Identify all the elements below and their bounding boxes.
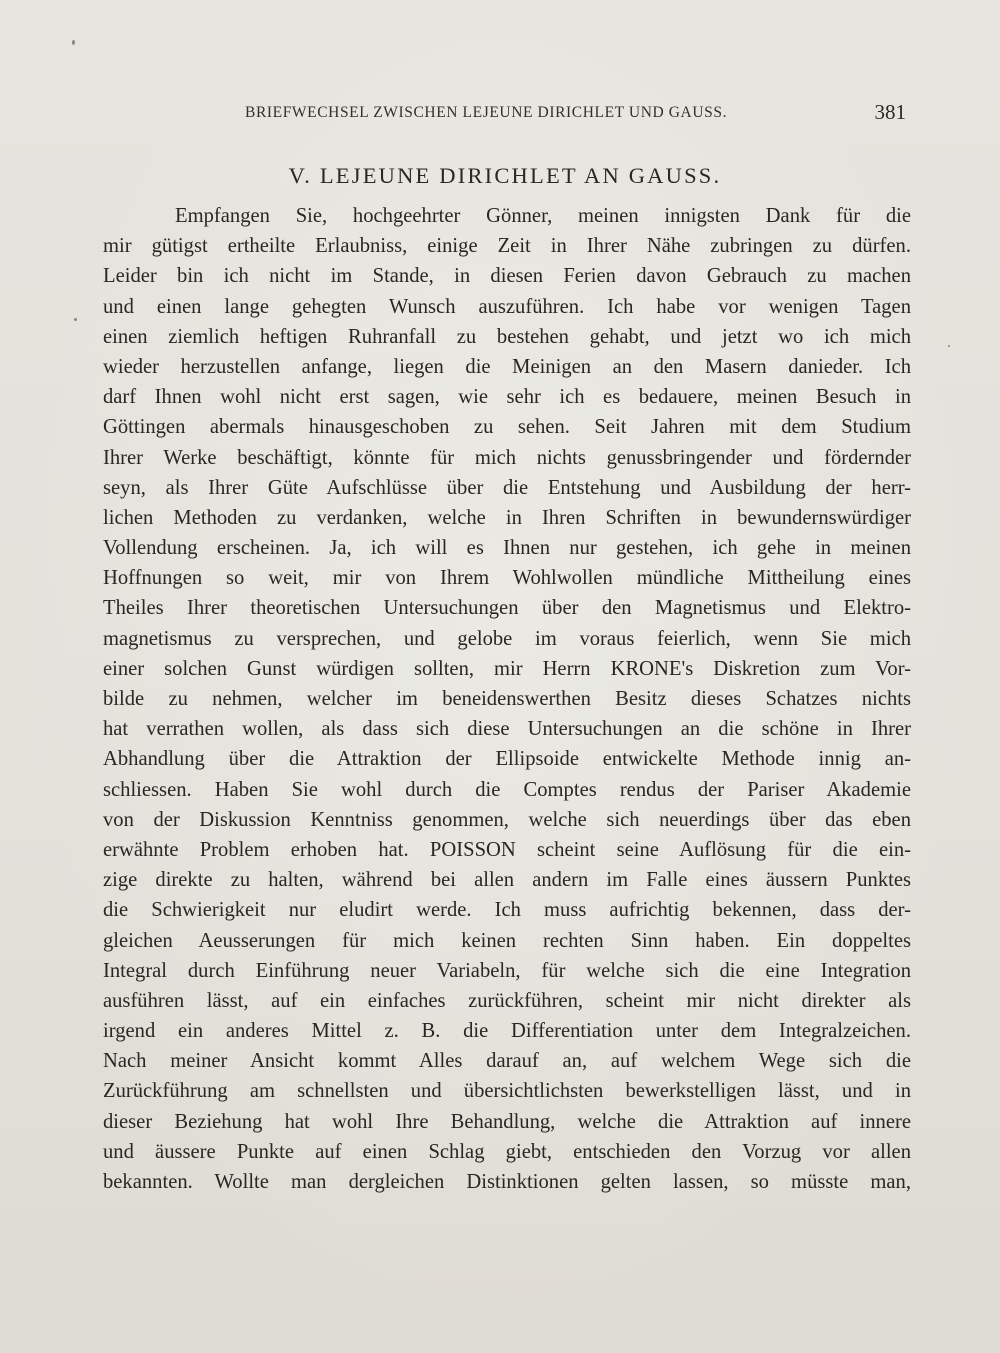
- text-line: Ihrer Werke beschäftigt, könnte für mich nichts genussbringender und fördernder: [103, 446, 911, 469]
- text-line: Integral durch Einführung neuer Variabeln, für welche sich die eine Integration: [103, 959, 911, 982]
- text-line: Nach meiner Ansicht kommt Alles darauf an, auf welchem Wege sich die: [103, 1050, 911, 1073]
- text-line: lichen Methoden zu verdanken, welche in Ihren Schriften in bewundernswürdiger: [103, 506, 911, 529]
- text-line: schliessen. Haben Sie wohl durch die Comptes rendus der Pariser Akademie: [103, 778, 911, 801]
- text-line: darf Ihnen wohl nicht erst sagen, wie sehr ich es bedauere, meinen Besuch in: [103, 386, 911, 409]
- text-line: gleichen Aeusserungen für mich keinen rechten Sinn haben. Ein doppeltes: [103, 929, 911, 952]
- text-line: irgend ein anderes Mittel z. B. die Differentiation unter dem Integralzeichen.: [103, 1020, 911, 1043]
- text-line: Leider bin ich nicht im Stande, in diesen Ferien davon Gebrauch zu machen: [103, 265, 911, 288]
- text-line: zige direkte zu halten, während bei allen andern im Falle eines äussern Punktes: [103, 869, 911, 892]
- text-line: erwähnte Problem erhoben hat. POISSON scheint seine Auflösung für die ein-: [103, 838, 911, 861]
- text-line: einen ziemlich heftigen Ruhranfall zu bestehen gehabt, und jetzt wo ich mich: [103, 325, 911, 348]
- text-line: Hoffnungen so weit, mir von Ihrem Wohlwollen mündliche Mittheilung eines: [103, 567, 911, 590]
- text-line: die Schwierigkeit nur eludirt werde. Ich muss aufrichtig bekennen, dass der-: [103, 899, 911, 922]
- text-line: mir gütigst ertheilte Erlaubniss, einige Zeit in Ihrer Nähe zubringen zu dürfen.: [103, 235, 911, 258]
- paper-speck: [74, 318, 77, 321]
- text-line: Vollendung erscheinen. Ja, ich will es Ihnen nur gestehen, ich gehe in meinen: [103, 537, 911, 560]
- text-line: ausführen lässt, auf ein einfaches zurückführen, scheint mir nicht direkter als: [103, 989, 911, 1012]
- text-line: magnetismus zu versprechen, und gelobe im voraus feierlich, wenn Sie mich: [103, 627, 911, 650]
- text-line: Empfangen Sie, hochgeehrter Gönner, meinen innigsten Dank für die: [175, 205, 911, 227]
- text-line: bekannten. Wollte man dergleichen Distinktionen gelten lassen, so müsste man,: [103, 1171, 911, 1193]
- text-line: Zurückführung am schnellsten und übersichtlichsten bewerkstelligen lässt, und in: [103, 1080, 911, 1103]
- paper-speck: [948, 345, 950, 347]
- text-line: hat verrathen wollen, als dass sich diese Untersuchungen an die schöne in Ihrer: [103, 718, 911, 741]
- page-number: 381: [874, 100, 906, 124]
- text-line: Göttingen abermals hinausgeschoben zu sehen. Seit Jahren mit dem Studium: [103, 416, 911, 439]
- text-line: und einen lange gehegten Wunsch auszuführen. Ich habe vor wenigen Tagen: [103, 295, 911, 318]
- text-line: bilde zu nehmen, welcher im beneidenswerthen Besitz dieses Schatzes nichts: [103, 688, 911, 710]
- text-line: seyn, als Ihrer Güte Aufschlüsse über die Entstehung und Ausbildung der herr-: [103, 476, 911, 499]
- text-line: Theiles Ihrer theoretischen Untersuchungen über den Magnetismus und Elektro-: [103, 597, 911, 620]
- text-line: einer solchen Gunst würdigen sollten, mir Herrn KRONE's Diskretion zum Vor-: [103, 657, 911, 680]
- text-line: und äussere Punkte auf einen Schlag giebt, entschieden den Vorzug vor allen: [103, 1140, 911, 1163]
- text-line: von der Diskussion Kenntniss genommen, welche sich neuerdings über das eben: [103, 808, 911, 831]
- section-title: V. LEJEUNE DIRICHLET AN GAUSS.: [288, 163, 722, 188]
- paper-speck: [72, 40, 75, 45]
- page-header: [100, 100, 910, 130]
- text-line: wieder herzustellen anfange, liegen die Meinigen an den Masern danieder. Ich: [103, 355, 911, 378]
- text-line: Abhandlung über die Attraktion der Ellipsoide entwickelte Methode innig an-: [103, 748, 911, 771]
- letter-body: [103, 201, 911, 1197]
- running-head: BRIEFWECHSEL ZWISCHEN LEJEUNE DIRICHLET UND GAUSS.: [245, 104, 728, 121]
- text-line: dieser Beziehung hat wohl Ihre Behandlung, welche die Attraktion auf innere: [103, 1110, 911, 1133]
